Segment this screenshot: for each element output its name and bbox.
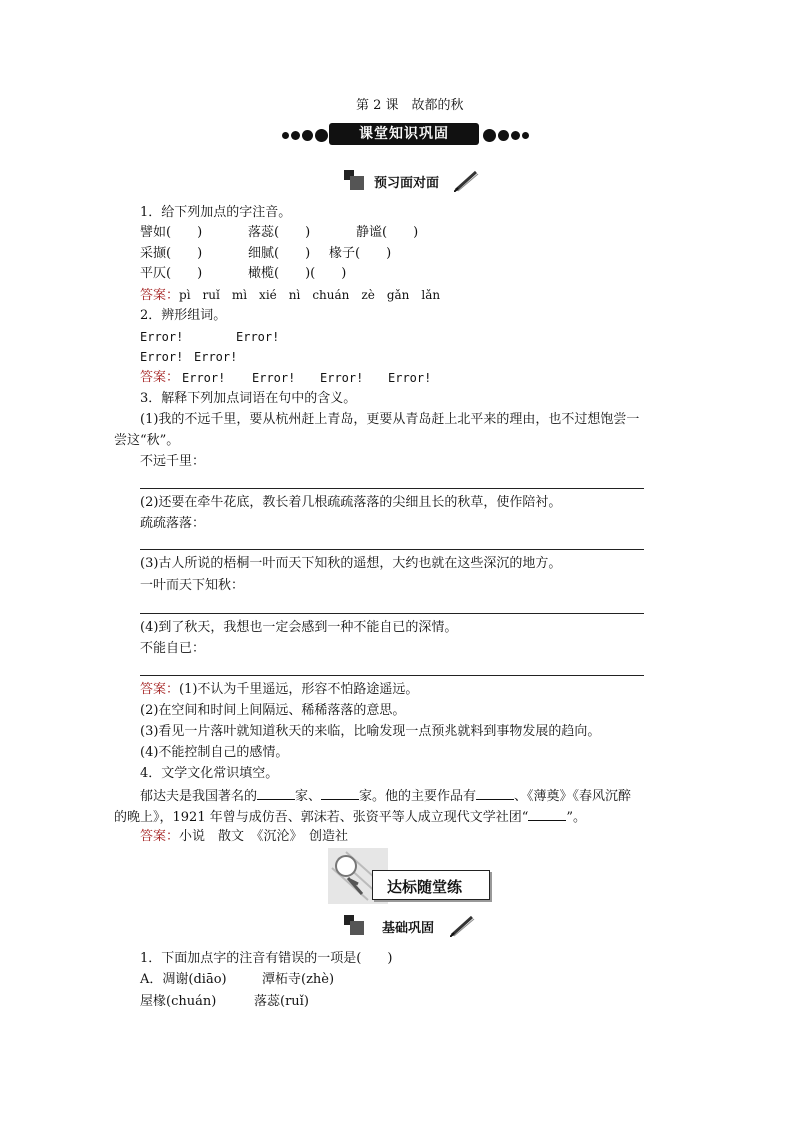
term-label: 不远千里： — [140, 454, 206, 469]
section-label: 达标随堂练 — [387, 878, 463, 896]
sentence-part: 家。他的主要作品有 — [359, 789, 477, 804]
answer-text: (4)不能控制自己的感情。 — [140, 745, 289, 760]
fill-blank[interactable] — [257, 787, 295, 800]
error-text: Error! — [320, 371, 364, 385]
section-banner — [282, 123, 532, 145]
answer-blank-line[interactable] — [140, 549, 644, 550]
option-item: A．凋谢(diāo) — [140, 972, 227, 987]
answer-text: 小说 散文 《沉沦》 创造社 — [179, 829, 349, 844]
fill-blank[interactable] — [321, 787, 359, 800]
section-header-practice — [328, 848, 490, 904]
pinyin-item: 平仄( ) — [140, 266, 203, 281]
answer-line — [140, 370, 179, 386]
question-stem: 2．辨形组词。 — [140, 308, 227, 323]
practice-title-box — [372, 870, 490, 900]
error-text: Error! — [140, 350, 184, 364]
pinyin-item: 采撷( ) — [140, 246, 203, 261]
answer-line — [140, 829, 348, 845]
banner-dots-left — [282, 128, 330, 143]
pinyin-item: 橄榄( )( ) — [248, 266, 347, 281]
term-label: 疏疏落落： — [140, 516, 206, 531]
answer-text: (3)看见一片落叶就知道秋天的来临，比喻发现一点预兆就料到事物发展的趋向。 — [140, 724, 601, 739]
banner-title: 课堂知识巩固 — [329, 123, 479, 145]
question-stem: 3．解释下列加点词语在句中的含义。 — [140, 391, 357, 406]
error-text: Error! — [182, 371, 226, 385]
sentence: (4)到了秋天，我想也一定会感到一种不能自已的深情。 — [140, 620, 458, 635]
pen-icon — [450, 915, 476, 937]
sentence-part: ”。 — [566, 810, 587, 825]
pinyin-item: 细腻( ) — [248, 246, 311, 261]
option-item: 落蕊(ruǐ) — [254, 994, 309, 1009]
term-label: 一叶而天下知秋： — [140, 578, 245, 593]
section-label: 基础巩固 — [382, 921, 435, 936]
pen-icon — [454, 170, 480, 192]
answer-blank-line[interactable] — [140, 613, 644, 614]
section-label: 预习面对面 — [374, 176, 440, 191]
pinyin-item: 譬如( ) — [140, 225, 203, 240]
answer-blank-line[interactable] — [140, 488, 644, 489]
fill-blank[interactable] — [476, 787, 514, 800]
error-text: Error! — [194, 350, 238, 364]
sentence: 尝这“秋”。 — [114, 433, 180, 448]
option-item: 屋椽(chuán) — [140, 994, 217, 1009]
pinyin-item: 静谧( ) — [356, 225, 419, 240]
pinyin-item: 椽子( ) — [329, 246, 392, 261]
square-icon — [350, 921, 364, 935]
answer-line — [140, 287, 440, 304]
answer-label: 答案： — [140, 288, 180, 303]
sentence-part: 郁达夫是我国著名的 — [140, 789, 258, 804]
section-header-basic — [344, 915, 484, 935]
sentence: (3)古人所说的梧桐一叶而天下知秋的遥想，大约也就在这些深沉的地方。 — [140, 556, 562, 571]
answer-label: 答案： — [140, 370, 180, 385]
error-text: Error! — [388, 371, 432, 385]
answer-line — [140, 682, 418, 698]
error-text: Error! — [252, 371, 296, 385]
fill-sentence — [140, 787, 631, 805]
lesson-title: 第 2 课 故都的秋 — [356, 98, 464, 113]
sentence-part: 的晚上》，1921 年曾与成仿吾、郭沫若、张资平等人成立现代文学社团“ — [114, 810, 529, 825]
option-item: 潭柘寺(zhè) — [262, 972, 335, 987]
question-stem: 4．文学文化常识填空。 — [140, 766, 279, 781]
banner-dots-right — [483, 128, 531, 143]
section-header-preview — [344, 170, 484, 190]
answer-label: 答案： — [140, 682, 180, 697]
pinyin-item: 落蕊( ) — [248, 225, 311, 240]
sentence: (2)还要在牵牛花底，教长着几根疏疏落落的尖细且长的秋草，使作陪衬。 — [140, 495, 562, 510]
sentence-part: 、《薄奠》《春风沉醉 — [514, 789, 632, 804]
error-text: Error! — [140, 330, 184, 344]
answer-text: pì ruǐ mì xié nì chuán zè gǎn lǎn — [179, 288, 441, 302]
answer-text: (1)不认为千里遥远，形容不怕路途遥远。 — [179, 682, 419, 697]
sentence-part: 家、 — [295, 789, 322, 804]
answer-blank-line[interactable] — [140, 675, 644, 676]
question-stem: 1．下面加点字的注音有错误的一项是( ) — [140, 951, 393, 966]
sentence: (1)我的不远千里，要从杭州赶上青岛，更要从青岛赶上北平来的理由，也不过想饱尝一 — [140, 412, 640, 427]
fill-blank[interactable] — [528, 808, 566, 821]
fill-sentence — [114, 808, 586, 826]
answer-text: (2)在空间和时间上间隔远、稀稀落落的意思。 — [140, 703, 406, 718]
answer-label: 答案： — [140, 829, 180, 844]
question-stem: 1．给下列加点的字注音。 — [140, 205, 292, 220]
term-label: 不能自已： — [140, 641, 206, 656]
error-text: Error! — [236, 330, 280, 344]
square-icon — [350, 176, 364, 190]
